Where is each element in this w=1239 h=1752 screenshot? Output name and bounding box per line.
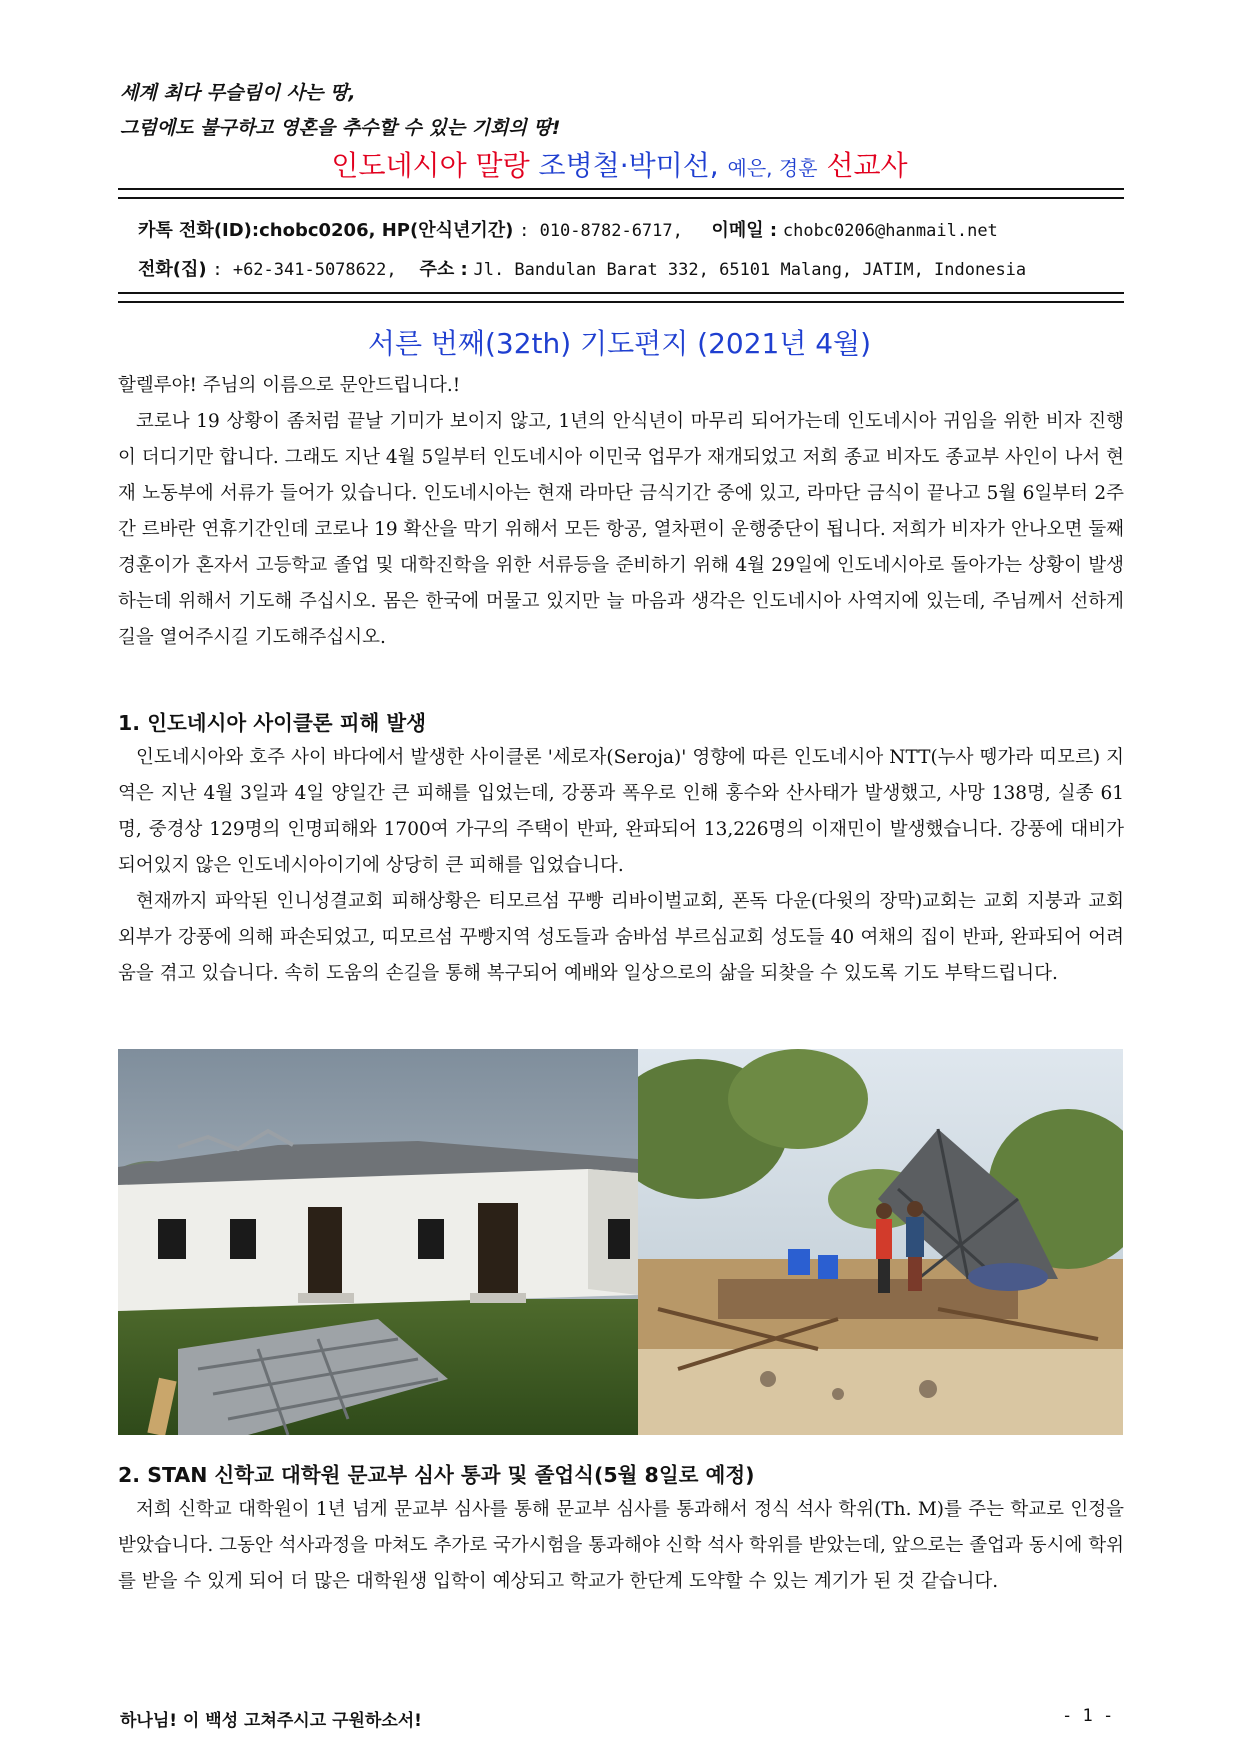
destroyed-house-photo xyxy=(638,1049,1123,1435)
page-number: - 1 - xyxy=(1062,1706,1114,1726)
intro-body: 코로나 19 상황이 좀처럼 끝날 기미가 보이지 않고, 1년의 안식년이 마무리 되어가는데 인도네시아 귀임을 위한 비자 진행이 더디기만 합니다. 그래도 지난 4월 5일부터 인도네시아 이민국 업무가 재개되었고 저희 종교 비자도 종교부 사인이 나서 현재 노동부에 서류가 들어가 있습니다. 인도네시아는 현재 라마단 금식기간 중에 있고, 라마단 금식이 끝나고 5월 6일부터 2주간 르바란 연휴기간인데 코로나 19 확산을 막기 위해서 모든 항공, 열차편이 운행중단이 됩니다. 저희가 비자가 안나오면 둘째 경훈이가 혼자서 고등학교 졸업 및 대학진학을 위한 서류등을 준비하기 위해 4월 29일에 인도네시아로 돌아가는 상황이 발생하는데 위해서 기도해 주십시오. 몸은 한국에 머물고 있지만 늘 마음과 생각은 인도네시아 사역지에 있는데, 주님께서 선하게 길을 열어주시길 기도해주십시오. xyxy=(118,411,1124,648)
home-phone: : +62-341-5078622, xyxy=(212,260,397,280)
address-label: 주소 : xyxy=(419,259,468,280)
intro-text xyxy=(118,368,1124,656)
section-2-text xyxy=(118,1492,1124,1600)
top-rule xyxy=(118,188,1124,199)
contact-line-2 xyxy=(138,255,1026,281)
section-2-heading: 2. STAN 신학교 대학원 문교부 심사 통과 및 졸업식(5월 8일로 예정) xyxy=(118,1463,755,1487)
section-1-para-1: 인도네시아와 호주 사이 바다에서 발생한 사이클론 '세로자(Seroja)' 영향에 따른 인도네시아 NTT(누사 뗑가라 띠모르) 지역은 지난 4월 3일과 4일 양일간 큰 피해를 입었는데, 강풍과 폭우로 인해 홍수와 산사태가 발생했고, 사망 138명, 실종 61명, 중경상 129명의 인명피해와 1700여 가구의 주택이 반파, 완파되어 13,226명의 이재민이 발생했습니다. 강풍에 대비가 되어있지 않은 인도네시아이기에 상당히 큰 피해를 입었습니다. xyxy=(118,747,1124,876)
email-label: 이메일 : xyxy=(711,220,778,241)
footer-prayer: 하나님! 이 백성 고쳐주시고 구원하소서! xyxy=(120,1711,422,1731)
letter-title: 서른 번째(32th) 기도편지 (2021년 4월) xyxy=(367,327,872,360)
kakao-label: 카톡 전화(ID):chobc0206, HP(안식년기간) xyxy=(138,220,514,241)
section-1-text xyxy=(118,740,1124,992)
greeting: 할렐루야! 주님의 이름으로 문안드립니다.! xyxy=(118,375,461,396)
email-address: chobc0206@hanmail.net xyxy=(782,221,998,241)
header-line-2: 그럼에도 불구하고 영혼을 추수할 수 있는 기회의 땅! xyxy=(120,117,561,139)
country-city: 인도네시아 말랑 xyxy=(331,149,530,182)
destroyed-house-image xyxy=(638,1049,1123,1435)
missionary-names xyxy=(0,144,1239,184)
damaged-church-photo xyxy=(118,1049,638,1435)
bottom-rule xyxy=(118,292,1124,303)
section-2-para-1: 저희 신학교 대학원이 1년 넘게 문교부 심사를 통해 문교부 심사를 통과해서 정식 석사 학위(Th. M)를 주는 학교로 인정을 받았습니다. 그동안 석사과정을 마쳐도 추가로 국가시험을 통과해야 신학 석사 학위를 받았는데, 앞으로는 졸업과 동시에 학위를 받을 수 있게 되어 더 많은 대학원생 입학이 예상되고 학교가 한단계 도약할 수 있는 계기가 된 것 같습니다. xyxy=(118,1499,1125,1592)
missionary-couple: 조병철·박미선, xyxy=(538,149,719,182)
contact-line-1 xyxy=(138,216,998,242)
section-1-para-2: 현재까지 파악된 인니성결교회 피해상황은 티모르섬 꾸빵 리바이벌교회, 폰독 다운(다윗의 장막)교회는 교회 지붕과 교회 외부가 강풍에 의해 파손되었고, 띠모르섬 꾸빵지역 성도들과 숨바섬 부르심교회 성도들 40 여채의 집이 반파, 완파되어 어려움을 겪고 있습니다. 속히 도움의 손길을 통해 복구되어 예배와 일상으로의 삶을 되찾을 수 있도록 기도 부탁드립니다. xyxy=(118,891,1124,984)
home-phone-label: 전화(집) xyxy=(138,259,207,280)
section-1-heading: 1. 인도네시아 사이클론 피해 발생 xyxy=(118,711,427,735)
address: Jl. Bandulan Barat 332, 65101 Malang, JATIM, Indonesia xyxy=(473,260,1027,280)
missionary-title: 선교사 xyxy=(826,149,908,182)
damaged-church-image xyxy=(118,1049,638,1435)
header-line-1: 세계 최다 무슬림이 사는 땅, xyxy=(120,82,356,104)
children-names: 예은, 경훈 xyxy=(727,156,818,180)
phone-number: : 010-8782-6717, xyxy=(519,221,683,241)
